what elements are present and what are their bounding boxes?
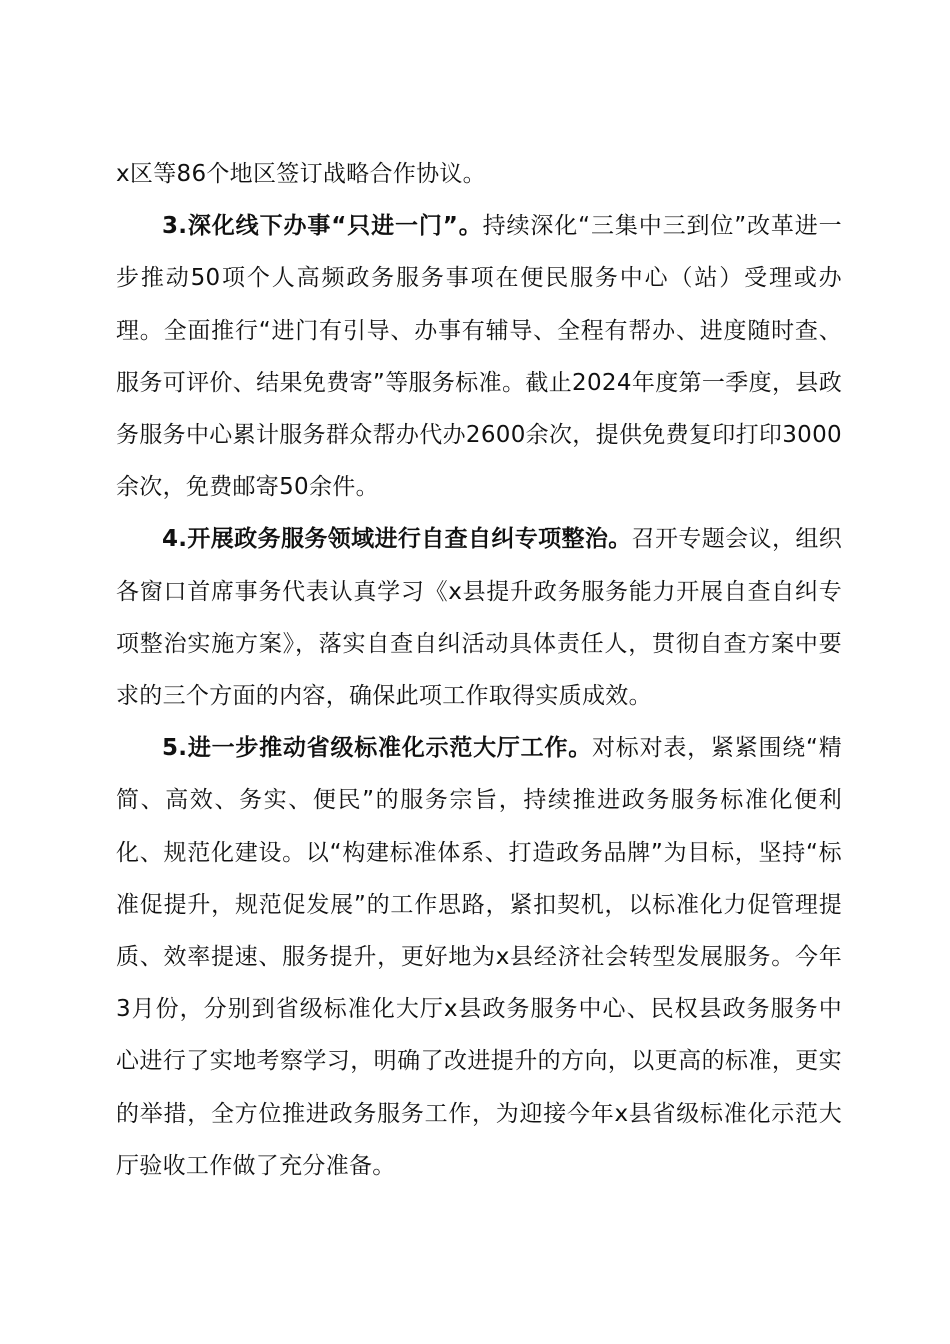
section-4-paragraph [116, 513, 842, 722]
document-page [116, 148, 842, 1192]
section-3-paragraph [116, 200, 842, 513]
section-5-heading: 5.进一步推动省级标准化示范大厅工作。 [162, 735, 593, 762]
continuation-paragraph [116, 148, 842, 200]
section-3-heading: 3.深化线下办事“只进一门”。 [162, 213, 483, 240]
section-4-heading: 4.开展政务服务领域进行自查自纠专项整治。 [162, 526, 632, 553]
section-3-body: 持续深化“三集中三到位”改革进一步推动50项个人高频政务服务事项在便民服务中心（站）受理或办理。全面推行“进门有引导、办事有辅导、全程有帮办、进度随时查、服务可评价、结果免费寄”等服务标准。截止2024年度第一季度，县政务服务中心累计服务群众帮办代办2600余次，提供免费复印打印3000余次，免费邮寄50余件。 [116, 213, 842, 501]
continuation-text: x区等86个地区签订战略合作协议。 [116, 161, 486, 187]
section-4-body: 召开专题会议，组织各窗口首席事务代表认真学习《x县提升政务服务能力开展自查自纠专项整治实施方案》，落实自查自纠活动具体责任人，贯彻自查方案中要求的三个方面的内容，确保此项工作取得实质成效。 [116, 526, 842, 710]
section-5-body: 对标对表，紧紧围绕“精简、高效、务实、便民”的服务宗旨，持续推进政务服务标准化便利化、规范化建设。以“构建标准体系、打造政务品牌”为目标，坚持“标准促提升，规范促发展”的工作思路，紧扣契机，以标准化力促管理提质、效率提速、服务提升，更好地为x县经济社会转型发展服务。今年3月份，分别到省级标准化大厅x县政务服务中心、民权县政务服务中心进行了实地考察学习，明确了改进提升的方向，以更高的标准，更实的举措，全方位推进政务服务工作，为迎接今年x县省级标准化示范大厅验收工作做了充分准备。 [116, 735, 842, 1179]
section-5-paragraph [116, 722, 842, 1192]
